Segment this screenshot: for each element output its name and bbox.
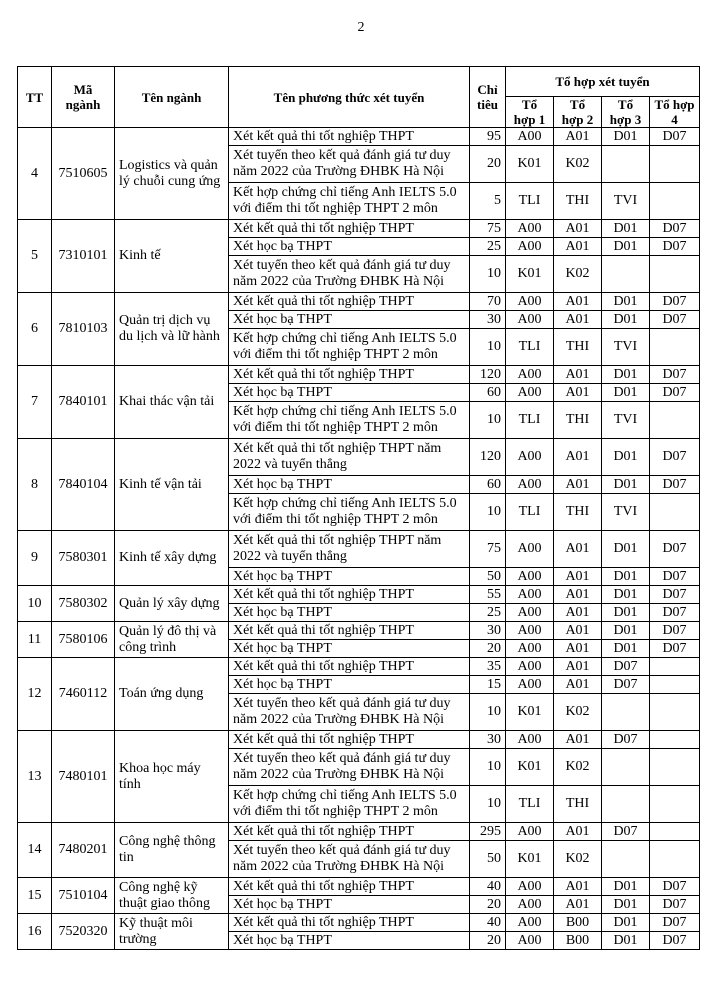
- row-to-hop-2: A01: [554, 531, 602, 568]
- row-ten-nganh: Toán ứng dụng: [115, 658, 229, 731]
- row-to-hop-3: D07: [602, 823, 650, 841]
- row-ma-nganh: 7510104: [52, 878, 115, 914]
- row-to-hop-4: D07: [650, 439, 700, 476]
- row-ten-nganh: Quản trị dịch vụ du lịch và lữ hành: [115, 293, 229, 366]
- row-to-hop-4: D07: [650, 311, 700, 329]
- row-to-hop-1: K01: [506, 841, 554, 878]
- row-phuong-thuc: Xét học bạ THPT: [229, 476, 470, 494]
- row-chi-tieu: 60: [470, 476, 506, 494]
- header-to-hop: Tổ hợp xét tuyển: [506, 67, 700, 97]
- row-phuong-thuc: Xét học bạ THPT: [229, 238, 470, 256]
- row-to-hop-1: A00: [506, 731, 554, 749]
- row-phuong-thuc: Xét học bạ THPT: [229, 568, 470, 586]
- row-phuong-thuc: Xét kết quả thi tốt nghiệp THPT năm 2022 và tuyển thẳng: [229, 439, 470, 476]
- row-chi-tieu: 5: [470, 183, 506, 220]
- row-to-hop-4: D07: [650, 586, 700, 604]
- row-to-hop-1: A00: [506, 640, 554, 658]
- row-chi-tieu: 20: [470, 932, 506, 950]
- table-row: [18, 658, 700, 676]
- row-chi-tieu: 20: [470, 146, 506, 183]
- row-phuong-thuc: Xét kết quả thi tốt nghiệp THPT: [229, 878, 470, 896]
- row-to-hop-4: D07: [650, 604, 700, 622]
- row-to-hop-1: A00: [506, 238, 554, 256]
- row-to-hop-3: D01: [602, 128, 650, 146]
- row-ten-nganh: Khoa học máy tính: [115, 731, 229, 823]
- row-to-hop-3: D01: [602, 586, 650, 604]
- row-ma-nganh: 7510605: [52, 128, 115, 220]
- row-to-hop-1: A00: [506, 568, 554, 586]
- row-to-hop-2: B00: [554, 914, 602, 932]
- row-ten-nganh: Kinh tế: [115, 220, 229, 293]
- row-phuong-thuc: Xét học bạ THPT: [229, 896, 470, 914]
- row-to-hop-3: D01: [602, 384, 650, 402]
- row-to-hop-1: K01: [506, 749, 554, 786]
- header-phuong-thuc: Tên phương thức xét tuyển: [229, 67, 470, 128]
- header-to-hop-4: Tổ hợp 4: [650, 97, 700, 128]
- row-to-hop-4: [650, 183, 700, 220]
- row-to-hop-1: A00: [506, 366, 554, 384]
- row-to-hop-1: A00: [506, 658, 554, 676]
- row-phuong-thuc: Kết hợp chứng chỉ tiếng Anh IELTS 5.0 với điểm thi tốt nghiệp THPT 2 môn: [229, 183, 470, 220]
- row-ten-nganh: Công nghệ thông tin: [115, 823, 229, 878]
- row-phuong-thuc: Xét kết quả thi tốt nghiệp THPT: [229, 220, 470, 238]
- row-tt: 6: [18, 293, 52, 366]
- row-ma-nganh: 7580301: [52, 531, 115, 586]
- row-to-hop-4: [650, 841, 700, 878]
- row-ma-nganh: 7310101: [52, 220, 115, 293]
- row-tt: 12: [18, 658, 52, 731]
- row-to-hop-4: [650, 786, 700, 823]
- table-row: [18, 220, 700, 238]
- row-to-hop-1: A00: [506, 676, 554, 694]
- row-to-hop-3: D01: [602, 476, 650, 494]
- header-ten-nganh: Tên ngành: [115, 67, 229, 128]
- row-phuong-thuc: Xét kết quả thi tốt nghiệp THPT: [229, 366, 470, 384]
- row-to-hop-1: K01: [506, 146, 554, 183]
- row-chi-tieu: 95: [470, 128, 506, 146]
- row-ma-nganh: 7810103: [52, 293, 115, 366]
- row-ten-nganh: Quản lý đô thị và công trình: [115, 622, 229, 658]
- row-to-hop-1: A00: [506, 531, 554, 568]
- row-to-hop-2: A01: [554, 658, 602, 676]
- row-to-hop-3: D01: [602, 293, 650, 311]
- row-chi-tieu: 20: [470, 640, 506, 658]
- row-to-hop-3: D01: [602, 238, 650, 256]
- row-chi-tieu: 60: [470, 384, 506, 402]
- row-phuong-thuc: Xét kết quả thi tốt nghiệp THPT: [229, 731, 470, 749]
- row-to-hop-3: [602, 694, 650, 731]
- row-to-hop-4: [650, 731, 700, 749]
- page-number: 2: [357, 20, 365, 35]
- row-to-hop-2: A01: [554, 640, 602, 658]
- row-to-hop-3: D01: [602, 439, 650, 476]
- row-to-hop-1: K01: [506, 256, 554, 293]
- row-to-hop-3: D01: [602, 604, 650, 622]
- row-chi-tieu: 70: [470, 293, 506, 311]
- row-to-hop-2: A01: [554, 586, 602, 604]
- row-to-hop-4: D07: [650, 568, 700, 586]
- row-chi-tieu: 10: [470, 786, 506, 823]
- row-to-hop-2: A01: [554, 366, 602, 384]
- row-ma-nganh: 7460112: [52, 658, 115, 731]
- row-to-hop-4: [650, 694, 700, 731]
- row-to-hop-2: A01: [554, 476, 602, 494]
- row-to-hop-3: [602, 841, 650, 878]
- table-row: [18, 914, 700, 932]
- row-tt: 8: [18, 439, 52, 531]
- row-to-hop-2: K02: [554, 146, 602, 183]
- row-phuong-thuc: Kết hợp chứng chỉ tiếng Anh IELTS 5.0 với điểm thi tốt nghiệp THPT 2 môn: [229, 494, 470, 531]
- row-to-hop-2: A01: [554, 823, 602, 841]
- row-to-hop-1: A00: [506, 439, 554, 476]
- row-to-hop-4: D07: [650, 531, 700, 568]
- row-chi-tieu: 55: [470, 586, 506, 604]
- row-phuong-thuc: Xét kết quả thi tốt nghiệp THPT: [229, 914, 470, 932]
- row-to-hop-2: THI: [554, 402, 602, 439]
- row-to-hop-4: [650, 823, 700, 841]
- header-to-hop-1: Tổ hợp 1: [506, 97, 554, 128]
- row-to-hop-4: [650, 402, 700, 439]
- row-to-hop-3: D07: [602, 658, 650, 676]
- table-row: [18, 586, 700, 604]
- row-to-hop-4: D07: [650, 293, 700, 311]
- table-row: [18, 439, 700, 476]
- row-ten-nganh: Khai thác vận tải: [115, 366, 229, 439]
- row-to-hop-3: D01: [602, 914, 650, 932]
- row-to-hop-4: D07: [650, 640, 700, 658]
- row-tt: 15: [18, 878, 52, 914]
- row-to-hop-4: D07: [650, 878, 700, 896]
- row-to-hop-4: D07: [650, 384, 700, 402]
- row-phuong-thuc: Xét học bạ THPT: [229, 676, 470, 694]
- row-to-hop-4: [650, 146, 700, 183]
- row-to-hop-1: A00: [506, 896, 554, 914]
- row-to-hop-2: K02: [554, 749, 602, 786]
- table-row: [18, 366, 700, 384]
- row-to-hop-3: D01: [602, 878, 650, 896]
- row-tt: 13: [18, 731, 52, 823]
- row-chi-tieu: 295: [470, 823, 506, 841]
- row-chi-tieu: 75: [470, 531, 506, 568]
- table-row: [18, 128, 700, 146]
- row-to-hop-3: D01: [602, 622, 650, 640]
- row-to-hop-1: TLI: [506, 494, 554, 531]
- row-to-hop-1: A00: [506, 622, 554, 640]
- row-chi-tieu: 10: [470, 494, 506, 531]
- header-to-hop-2: Tổ hợp 2: [554, 97, 602, 128]
- row-tt: 11: [18, 622, 52, 658]
- row-to-hop-1: A00: [506, 932, 554, 950]
- row-to-hop-2: A01: [554, 128, 602, 146]
- row-to-hop-1: TLI: [506, 329, 554, 366]
- row-ten-nganh: Kinh tế xây dựng: [115, 531, 229, 586]
- row-chi-tieu: 10: [470, 329, 506, 366]
- row-chi-tieu: 15: [470, 676, 506, 694]
- row-to-hop-2: A01: [554, 311, 602, 329]
- row-to-hop-3: D01: [602, 311, 650, 329]
- row-chi-tieu: 120: [470, 366, 506, 384]
- row-phuong-thuc: Xét học bạ THPT: [229, 311, 470, 329]
- row-to-hop-2: THI: [554, 494, 602, 531]
- row-phuong-thuc: Kết hợp chứng chỉ tiếng Anh IELTS 5.0 với điểm thi tốt nghiệp THPT 2 môn: [229, 402, 470, 439]
- table-row: [18, 622, 700, 640]
- row-to-hop-2: A01: [554, 384, 602, 402]
- row-chi-tieu: 10: [470, 402, 506, 439]
- table-row: [18, 293, 700, 311]
- row-ten-nganh: Kỹ thuật môi trường: [115, 914, 229, 950]
- row-to-hop-1: A00: [506, 128, 554, 146]
- row-tt: 4: [18, 128, 52, 220]
- row-to-hop-4: [650, 256, 700, 293]
- row-to-hop-4: [650, 749, 700, 786]
- row-chi-tieu: 30: [470, 311, 506, 329]
- row-phuong-thuc: Xét học bạ THPT: [229, 932, 470, 950]
- row-to-hop-2: K02: [554, 841, 602, 878]
- row-chi-tieu: 30: [470, 731, 506, 749]
- row-to-hop-1: A00: [506, 293, 554, 311]
- row-to-hop-1: A00: [506, 220, 554, 238]
- row-to-hop-3: D01: [602, 896, 650, 914]
- row-tt: 14: [18, 823, 52, 878]
- header-tt: TT: [18, 67, 52, 128]
- row-to-hop-2: K02: [554, 256, 602, 293]
- row-to-hop-4: [650, 676, 700, 694]
- row-to-hop-4: D07: [650, 914, 700, 932]
- row-to-hop-4: D07: [650, 238, 700, 256]
- row-chi-tieu: 10: [470, 256, 506, 293]
- row-to-hop-4: D07: [650, 366, 700, 384]
- table-row: [18, 878, 700, 896]
- row-to-hop-1: A00: [506, 384, 554, 402]
- row-to-hop-2: A01: [554, 604, 602, 622]
- row-phuong-thuc: Xét kết quả thi tốt nghiệp THPT năm 2022 và tuyển thẳng: [229, 531, 470, 568]
- row-to-hop-4: [650, 658, 700, 676]
- row-phuong-thuc: Kết hợp chứng chỉ tiếng Anh IELTS 5.0 với điểm thi tốt nghiệp THPT 2 môn: [229, 786, 470, 823]
- row-to-hop-4: D07: [650, 932, 700, 950]
- row-chi-tieu: 25: [470, 604, 506, 622]
- row-to-hop-2: A01: [554, 731, 602, 749]
- row-to-hop-2: A01: [554, 293, 602, 311]
- row-to-hop-1: A00: [506, 604, 554, 622]
- row-tt: 10: [18, 586, 52, 622]
- row-to-hop-3: [602, 786, 650, 823]
- row-to-hop-2: A01: [554, 220, 602, 238]
- row-to-hop-3: [602, 749, 650, 786]
- row-chi-tieu: 40: [470, 914, 506, 932]
- row-ten-nganh: Logistics và quản lý chuỗi cung ứng: [115, 128, 229, 220]
- row-to-hop-3: D01: [602, 531, 650, 568]
- row-to-hop-2: B00: [554, 932, 602, 950]
- row-to-hop-4: [650, 329, 700, 366]
- row-to-hop-2: A01: [554, 676, 602, 694]
- row-tt: 5: [18, 220, 52, 293]
- row-to-hop-3: D01: [602, 640, 650, 658]
- table-row: [18, 731, 700, 749]
- row-ten-nganh: Công nghệ kỹ thuật giao thông: [115, 878, 229, 914]
- row-to-hop-3: D07: [602, 731, 650, 749]
- row-chi-tieu: 40: [470, 878, 506, 896]
- row-to-hop-4: D07: [650, 220, 700, 238]
- row-to-hop-4: D07: [650, 622, 700, 640]
- row-ma-nganh: 7580106: [52, 622, 115, 658]
- row-ma-nganh: 7520320: [52, 914, 115, 950]
- row-phuong-thuc: Xét kết quả thi tốt nghiệp THPT: [229, 622, 470, 640]
- table-body: [18, 128, 700, 950]
- header-to-hop-3: Tổ hợp 3: [602, 97, 650, 128]
- row-to-hop-1: K01: [506, 694, 554, 731]
- row-tt: 16: [18, 914, 52, 950]
- row-phuong-thuc: Kết hợp chứng chỉ tiếng Anh IELTS 5.0 với điểm thi tốt nghiệp THPT 2 môn: [229, 329, 470, 366]
- row-to-hop-1: A00: [506, 914, 554, 932]
- row-ma-nganh: 7480101: [52, 731, 115, 823]
- row-ma-nganh: 7840101: [52, 366, 115, 439]
- row-to-hop-3: D01: [602, 568, 650, 586]
- table-header: [18, 67, 700, 128]
- row-to-hop-2: A01: [554, 568, 602, 586]
- row-to-hop-4: D07: [650, 476, 700, 494]
- row-ma-nganh: 7480201: [52, 823, 115, 878]
- row-to-hop-1: TLI: [506, 183, 554, 220]
- row-tt: 7: [18, 366, 52, 439]
- header-chi-tieu: Chỉ tiêu: [470, 67, 506, 128]
- row-to-hop-3: D07: [602, 676, 650, 694]
- row-chi-tieu: 75: [470, 220, 506, 238]
- row-to-hop-1: A00: [506, 586, 554, 604]
- row-to-hop-2: K02: [554, 694, 602, 731]
- row-phuong-thuc: Xét tuyển theo kết quả đánh giá tư duy năm 2022 của Trường ĐHBK Hà Nội: [229, 694, 470, 731]
- row-to-hop-2: THI: [554, 183, 602, 220]
- row-ma-nganh: 7840104: [52, 439, 115, 531]
- row-phuong-thuc: Xét tuyển theo kết quả đánh giá tư duy năm 2022 của Trường ĐHBK Hà Nội: [229, 749, 470, 786]
- table-row: [18, 823, 700, 841]
- row-to-hop-1: TLI: [506, 786, 554, 823]
- row-ma-nganh: 7580302: [52, 586, 115, 622]
- row-to-hop-3: D01: [602, 220, 650, 238]
- row-to-hop-2: A01: [554, 896, 602, 914]
- row-to-hop-1: TLI: [506, 402, 554, 439]
- row-to-hop-4: D07: [650, 896, 700, 914]
- row-phuong-thuc: Xét kết quả thi tốt nghiệp THPT: [229, 293, 470, 311]
- row-to-hop-2: A01: [554, 622, 602, 640]
- row-to-hop-1: A00: [506, 878, 554, 896]
- row-phuong-thuc: Xét kết quả thi tốt nghiệp THPT: [229, 823, 470, 841]
- row-chi-tieu: 50: [470, 568, 506, 586]
- row-ten-nganh: Quản lý xây dựng: [115, 586, 229, 622]
- row-phuong-thuc: Xét học bạ THPT: [229, 604, 470, 622]
- row-to-hop-1: A00: [506, 823, 554, 841]
- row-ten-nganh: Kinh tế vận tải: [115, 439, 229, 531]
- row-to-hop-4: D07: [650, 128, 700, 146]
- row-chi-tieu: 30: [470, 622, 506, 640]
- row-to-hop-2: A01: [554, 439, 602, 476]
- table-row: [18, 531, 700, 568]
- row-tt: 9: [18, 531, 52, 586]
- row-to-hop-3: TVI: [602, 494, 650, 531]
- row-to-hop-1: A00: [506, 476, 554, 494]
- row-to-hop-2: THI: [554, 329, 602, 366]
- admissions-table: [17, 66, 700, 950]
- row-chi-tieu: 10: [470, 694, 506, 731]
- row-phuong-thuc: Xét tuyển theo kết quả đánh giá tư duy năm 2022 của Trường ĐHBK Hà Nội: [229, 841, 470, 878]
- row-phuong-thuc: Xét kết quả thi tốt nghiệp THPT: [229, 658, 470, 676]
- row-phuong-thuc: Xét kết quả thi tốt nghiệp THPT: [229, 586, 470, 604]
- row-to-hop-3: D01: [602, 932, 650, 950]
- row-to-hop-3: [602, 146, 650, 183]
- row-to-hop-3: TVI: [602, 402, 650, 439]
- row-phuong-thuc: Xét kết quả thi tốt nghiệp THPT: [229, 128, 470, 146]
- row-to-hop-2: THI: [554, 786, 602, 823]
- row-to-hop-1: A00: [506, 311, 554, 329]
- row-phuong-thuc: Xét học bạ THPT: [229, 640, 470, 658]
- row-chi-tieu: 50: [470, 841, 506, 878]
- row-phuong-thuc: Xét tuyển theo kết quả đánh giá tư duy năm 2022 của Trường ĐHBK Hà Nội: [229, 146, 470, 183]
- row-to-hop-3: D01: [602, 366, 650, 384]
- row-to-hop-3: [602, 256, 650, 293]
- row-to-hop-2: A01: [554, 878, 602, 896]
- row-to-hop-3: TVI: [602, 183, 650, 220]
- row-phuong-thuc: Xét tuyển theo kết quả đánh giá tư duy năm 2022 của Trường ĐHBK Hà Nội: [229, 256, 470, 293]
- row-to-hop-2: A01: [554, 238, 602, 256]
- header-ma-nganh: Mã ngành: [52, 67, 115, 128]
- row-chi-tieu: 25: [470, 238, 506, 256]
- row-chi-tieu: 20: [470, 896, 506, 914]
- row-phuong-thuc: Xét học bạ THPT: [229, 384, 470, 402]
- row-chi-tieu: 35: [470, 658, 506, 676]
- row-chi-tieu: 120: [470, 439, 506, 476]
- row-to-hop-3: TVI: [602, 329, 650, 366]
- row-chi-tieu: 10: [470, 749, 506, 786]
- row-to-hop-4: [650, 494, 700, 531]
